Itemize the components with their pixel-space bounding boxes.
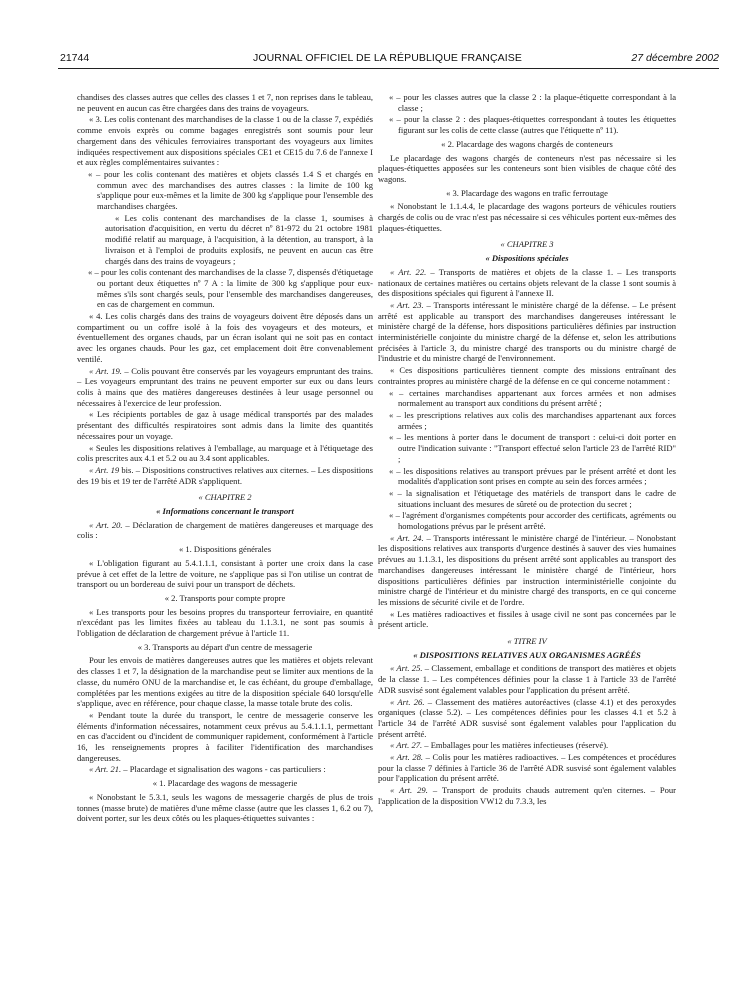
article-text: – Transports de matières et objets de la classe 1. – Les transports nationaux de certaines matières ou certains objets relevant de la classe 1 sont soumis à des dispositions spéciales qui figurent à l'annexe II. (378, 266, 676, 299)
paragraph (378, 300, 676, 364)
paragraph (378, 697, 676, 740)
list-item: « Les colis contenant des marchandises de la classe 1, soumises à autorisation d'acquisition, en vertu du décret nº 81-972 du 21 octobre 1981 modifié relatif au marquage, à l'acquisition, à la détention, au transport, à la livraison et à l'emploi de produits explosifs, ne peuvent en aucun cas être chargés dans des trains de voyageurs ; (105, 212, 373, 266)
paragraph: « Seules les dispositions relatives à l'emballage, au marquage et à l'étiquetage des colis prescrites aux 4.1 et 5.2 ou au 3.4 sont applicables. (77, 442, 373, 464)
paragraph: « L'obligation figurant au 5.4.1.1.1, consistant à porter une croix dans la case prévue à cet effet de la lettre de voiture, ne s'applique pas si l'on utilise un contrat de transport ou un bordereau de suivi pour un transport de déchets. (77, 557, 373, 590)
list-item: « – l'agrément d'organismes compétents pour accorder des certificats, agréments ou homologations prévus par le présent arrêté. (389, 510, 676, 532)
article-label: « Art. 25. (390, 663, 423, 674)
article-label: « Art. 20. (89, 519, 123, 530)
paragraph: « Nonobstant le 5.3.1, seuls les wagons de messagerie chargés de plus de trois tonnes (masse brute) de matières d'une même classe (autre que les classes 1, 6.2 ou 7), doivent porter, sur les deux côtés ou les plaques-étiquettes suivantes : (77, 791, 373, 824)
paragraph: « Ces dispositions particulières tiennent compte des missions entraînant des contraintes propres au ministère chargé de la défense en ce qui concerne notamment : (378, 365, 676, 386)
paragraph: « Les transports pour les besoins propres du transporteur ferroviaire, en quantité n'excédant pas les limites fixées au tableau du 1.1.3.1, ne sont pas soumis à l'obligation de déclaration de chargement prévue à l'article 11. (77, 606, 373, 639)
paragraph: « Pendant toute la durée du transport, le centre de messagerie conserve les éléments d'information nécessaires, notamment ceux prévus au 5.4.1.1.1, permettant en cas d'accident ou d'incident de communiquer rapidement, conformément à l'article 16, les renseignements propres à faciliter l'identification des marchandises dangereuses. (77, 709, 373, 763)
header-rule (58, 68, 719, 69)
section-heading: « 1. Placardage des wagons de messagerie (152, 778, 298, 789)
article-label: « Art. 24. (390, 532, 424, 543)
paragraph: « Les récipients portables de gaz à usage médical transportés par des malades présentant des difficultés respiratoires sont admis dans la limite des quantités nécessaires pour un voyage. (77, 409, 373, 441)
paragraph: « 3. Les colis contenant des marchandises de la classe 1 ou de la classe 7, expédiés comme envois exprès ou comme bagages enregistrés sont soumis pour leur chargement dans des véhicules ferroviaires transportant des voyageurs aux limites indiquées respectivement aux dispositions spéciales CE1 et CE15 du 7.6 de l'annexe I et aux règles complémentaires suivantes : (77, 114, 373, 168)
article-text: – Colis pour les matières radioactives. – Les compétences et procédures pour la classe 7 définies à l'article 36 de l'arrêté ADR susvisé sont également valables pour l'application du présent arrêté. (378, 752, 676, 784)
paragraph: Le placardage des wagons chargés de conteneurs n'est pas nécessaire si les plaques-étiquettes apposées sur les conteneurs sont bien visibles de chaque côté des wagons. (378, 152, 676, 184)
list-item: « – les prescriptions relatives aux colis des marchandises appartenant aux forces armées ; (389, 409, 676, 431)
paragraph (378, 785, 676, 806)
section-heading: « 2. Transports pour compte propre (164, 592, 286, 603)
article-text: – Transports intéressant le ministère chargé de l'intérieur. – Nonobstant les dispositions relatives aux transports d'urgence destinés à sauver des vies humaines prévues au 1.1.3.1, les dispositions du présent arrêté sont applicables au transport des marchandises dangereuses intéressant le ministère chargé de l'intérieur, hors dispositions particulières définies par instruction interministérielle conjointe du ministre chargé de l'intérieur et du ministre chargé des transports, en ce qui concerne les missions de sécurité civile et de l'ordre. (378, 532, 676, 607)
article-label: « Art. 28. (390, 752, 424, 763)
list-item: « – pour les classes autres que la classe 2 : la plaque-étiquette correspondant à la classe ; (389, 92, 676, 113)
article-label: « Art. 21. (89, 764, 122, 775)
page-header (56, 52, 719, 68)
article-label: « Art. 29. (390, 785, 428, 796)
paragraph (378, 663, 676, 695)
section-heading: « Dispositions spéciales (485, 253, 569, 264)
list-item: « – certaines marchandises appartenant aux forces armées et non admises normalement au transport aux conditions du présent arrêté ; (389, 387, 676, 409)
list-item: « – les mentions à porter dans le document de transport : celui-ci doit porter en outre l'indication suivante : "Transport effectué selon l'article 23 de l'arrêté RID" ; (389, 432, 676, 464)
paragraph (77, 764, 373, 775)
list-item: « – la signalisation et l'étiquetage des matériels de transport dans le cadre de situations incluant des mesures de sûreté ou de protection du secret ; (389, 487, 676, 509)
article-label: « Art. 19. (89, 365, 122, 376)
article-text: – Transports intéressant le ministère chargé de la défense. – Le présent arrêté est applicable au transport des marchandises dangereuses intéressant le ministère chargé de la défense, hors dispositions particulières définies par instruction interministérielle conjointe du ministre chargé de la défense et, selon les attributions précisées à l'article 3, du ministre chargé des transports ou du ministre chargé de l'industrie et du ministre chargé de l'environnement. (378, 299, 676, 364)
publication-date: 27 décembre 2002 (631, 52, 719, 64)
paragraph (378, 740, 676, 751)
article-text: – Colis pouvant être conservés par les voyageurs empruntant des trains. – Les voyageurs empruntant des trains ne peuvent emporter sur eux ou dans leurs colis à mains que des matières dangereuses destinées à leur usage personnel ou nécessaires à l'exercice de leur profession. (77, 365, 373, 408)
paragraph (378, 267, 676, 299)
section-heading: « CHAPITRE 2 (198, 492, 252, 503)
paragraph (378, 533, 676, 608)
section-heading: « CHAPITRE 3 (500, 239, 554, 250)
section-heading: « 3. Placardage des wagons en trafic ferroutage (446, 187, 608, 198)
article-text: – Déclaration de chargement de matières dangereuses et marquage des colis : (77, 519, 373, 541)
section-heading: « 2. Placardage des wagons chargés de conteneurs (441, 138, 613, 149)
article-label: « Art. 23. (390, 299, 424, 310)
journal-title: JOURNAL OFFICIEL DE LA RÉPUBLIQUE FRANÇAISE (253, 52, 522, 64)
paragraph: « Les matières radioactives et fissiles à usage civil ne sont pas concernées par le présent article. (378, 608, 676, 630)
section-heading: « Informations concernant le transport (156, 506, 294, 517)
paragraph (77, 465, 373, 486)
page-number: 21744 (60, 52, 90, 64)
article-text: – Placardage et signalisation des wagons - cas particuliers : (121, 764, 326, 775)
section-heading: « DISPOSITIONS RELATIVES AUX ORGANISMES AGRÉÉS (413, 649, 641, 660)
paragraph (77, 520, 373, 541)
paragraph: chandises des classes autres que celles des classes 1 et 7, non reprises dans le tableau, ne peuvent en aucun cas être chargées dans des trains de voyageurs. (77, 92, 373, 113)
article-text: – Classement des matières autoréactives (classe 4.1) et des peroxydes organiques (classe 5.2). – Les compétences définies pour les classes 4.1 et 5.2 à l'article 34 de l'arrêté ADR susvisé sont également valables pour l'application du présent arrêté. (378, 696, 676, 739)
article-label: « Art. 26. (390, 696, 425, 707)
paragraph (378, 752, 676, 784)
paragraph: Pour les envois de matières dangereuses autres que les matières et objets relevant des classes 1 et 7, la désignation de la marchandise peut se limiter aux mentions de la classe, du numéro ONU de la marchandise et, le cas échéant, du groupe d'emballage, complétées par les mentions exigées au titre de la disposition spéciale 640 lorsqu'elle s'applique, avec en référence, pour chaque classe, la masse totale brute des colis. (77, 655, 373, 709)
article-label: « Art. 27. (390, 740, 423, 751)
list-item: « – pour les colis contenant des matières et objets classés 1.4 S et chargés en commun avec des marchandises des autres classes : la limite de 100 kg s'applique pour eux-mêmes et la limite de 300 kg s'applique pour l'ensemble des marchandises chargées. (88, 168, 373, 212)
list-item: « – les dispositions relatives au transport prévues par le présent arrêté et dont les modalités d'application sont prises en compte au sein des forces armées ; (389, 465, 676, 487)
article-label: « Art. 22. (390, 266, 427, 277)
section-heading: « TITRE IV (507, 636, 547, 647)
right-column (378, 92, 676, 808)
left-column (77, 92, 373, 825)
article-text: – Classement, emballage et conditions de transport des matières et objets de la classe 1. – Les compétences définies pour la classe 1 à l'article 33 de l'arrêté ADR susvisé sont également valables pour l'application du présent arrêté. (378, 663, 676, 695)
paragraph (77, 366, 373, 409)
article-text: bis. – Dispositions constructives relatives aux citernes. – Les dispositions des 19 bis et 19 ter de l'arrêté ADR s'appliquent. (77, 464, 373, 486)
article-label: « Art. 19 (89, 464, 120, 475)
list-item: « – pour la classe 2 : des plaques-étiquettes correspondant à toutes les étiquettes figurant sur les colis de cette classe (autres que l'étiquette nº 11). (389, 114, 676, 136)
paragraph: « 4. Les colis chargés dans des trains de voyageurs doivent être déposés dans un compartiment ou un coffre isolé à la fois des voyageurs et des moteurs, et éventuellement des organes chauds, par un écran isolant qui ne soit pas en contact avec les organes chauds. Pour les gaz, cet emplacement doit être convenablement ventilé. (77, 311, 373, 364)
section-heading: « 1. Dispositions générales (178, 544, 272, 555)
article-text: – Transport de produits chauds autrement qu'en citernes. – Pour l'application de la disposition VW12 du 7.3.3, les (378, 785, 677, 806)
article-text: – Emballages pour les matières infectieuses (réservé). (422, 740, 609, 751)
paragraph: « Nonobstant le 1.1.4.4, le placardage des wagons porteurs de véhicules routiers chargés de colis ou de vrac n'est pas nécessaire si ces véhicules portent eux-mêmes des plaques-étiquettes. (378, 201, 676, 233)
list-item: « – pour les colis contenant des marchandises de la classe 7, dispensés d'étiquetage ou portant deux étiquettes nº 7 A : la limite de 300 kg s'applique pour eux-mêmes s'ils sont chargés seuls, pour l'ensemble des marchandises dangereuses, en cas de chargement en commun. (88, 267, 373, 310)
section-heading: « 3. Transports au départ d'un centre de messagerie (137, 641, 313, 652)
